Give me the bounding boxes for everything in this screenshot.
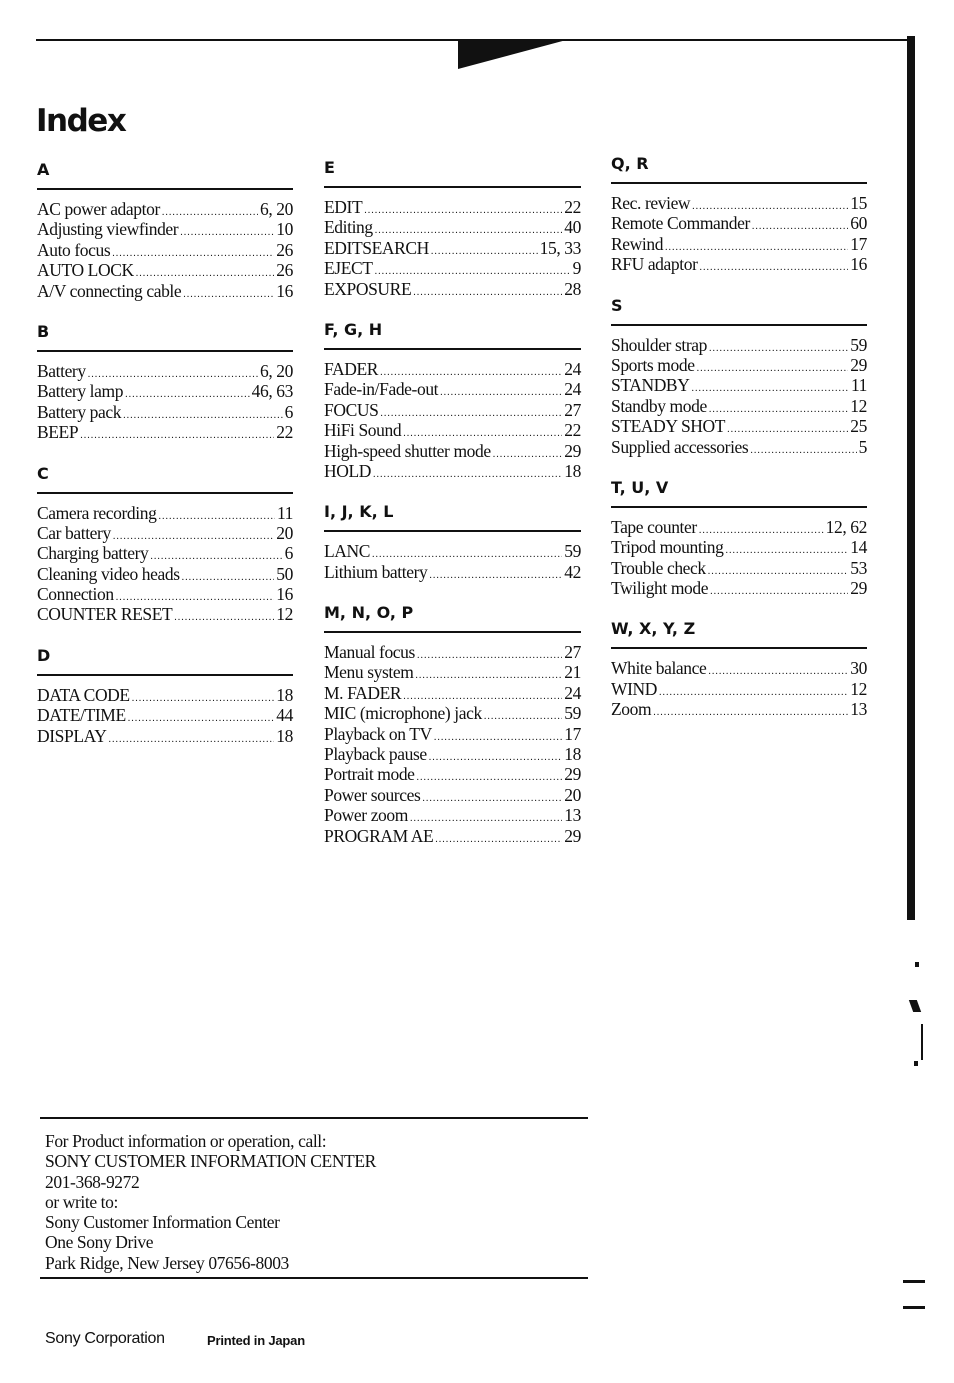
dot-leader [158, 507, 274, 527]
entry-term: White balance [611, 658, 707, 679]
entry-term: Shoulder strap [611, 334, 707, 355]
index-entry [37, 543, 293, 563]
index-section [324, 158, 581, 299]
entry-term: EDIT [324, 197, 363, 217]
section-rule [37, 350, 293, 352]
section-heading: B [37, 321, 50, 341]
entry-page: 53 [850, 557, 867, 578]
section-heading: T, U, V [611, 477, 669, 497]
entry-page: 27 [564, 642, 581, 663]
entry-term: Battery pack [37, 401, 122, 422]
index-entry [324, 238, 581, 258]
dot-leader [132, 689, 275, 709]
entry-page: 12 [850, 678, 867, 699]
edge-tick [909, 1000, 921, 1012]
dot-leader [440, 383, 562, 403]
index-entry [37, 219, 293, 239]
dot-leader [380, 404, 562, 424]
dot-leader [180, 223, 274, 243]
entry-page: 59 [564, 703, 581, 724]
dot-leader [112, 244, 274, 264]
edge-dash [903, 1306, 925, 1309]
entry-term: A/V connecting cable [37, 280, 182, 301]
index-column-1 [37, 160, 293, 767]
entry-page: 28 [564, 278, 581, 299]
dot-leader [364, 201, 562, 221]
page-title: Index [36, 103, 126, 139]
entry-term: Rec. review [611, 193, 691, 213]
index-entry [611, 213, 867, 233]
entry-term: Sports mode [611, 354, 695, 375]
section-rule [37, 188, 293, 190]
dot-leader [123, 406, 283, 426]
index-entry [324, 744, 581, 764]
index-entry [37, 604, 293, 624]
entry-page: 10 [276, 219, 293, 240]
entry-page: 29 [564, 764, 581, 785]
index-entry [37, 381, 293, 401]
dot-leader [700, 258, 849, 278]
index-entry [324, 724, 581, 744]
company-name: Sony Corporation [45, 1330, 165, 1347]
index-entry [37, 422, 293, 442]
section-heading: C [37, 463, 49, 483]
entry-term: Menu system [324, 662, 414, 683]
index-entry [611, 193, 867, 213]
dot-leader [431, 242, 538, 262]
index-entry [37, 685, 293, 705]
index-entry [611, 355, 867, 375]
index-entry [37, 503, 293, 523]
entry-page: 40 [564, 217, 581, 238]
entry-page: 15 [850, 193, 867, 213]
index-section [37, 322, 293, 443]
entry-page: 27 [564, 399, 581, 420]
index-entry [324, 217, 581, 237]
dot-leader [429, 748, 563, 768]
entry-term: EDITSEARCH [324, 237, 429, 258]
entry-page: 13 [850, 699, 867, 720]
entry-term: Portrait mode [324, 764, 415, 785]
index-entry [324, 562, 581, 582]
index-entry [37, 402, 293, 422]
dot-leader [125, 385, 250, 405]
entry-page: 14 [850, 537, 867, 558]
section-rule [324, 530, 581, 532]
entry-term: Tape counter [611, 516, 697, 537]
entry-page: 12 [850, 395, 867, 416]
index-entry [324, 441, 581, 461]
entry-page: 22 [564, 197, 581, 217]
index-entry [37, 523, 293, 543]
entry-page: 9 [572, 258, 581, 279]
index-entry [324, 764, 581, 784]
dot-leader [691, 379, 848, 399]
entry-term: EXPOSURE [324, 278, 412, 299]
contact-line: For Product information or operation, call: [45, 1131, 327, 1151]
dot-leader [493, 445, 563, 465]
entry-term: Auto focus [37, 239, 111, 260]
dot-leader [484, 707, 562, 727]
entry-term: FOCUS [324, 399, 379, 420]
entry-term: Manual focus [324, 642, 415, 663]
entry-term: FADER [324, 358, 379, 379]
section-heading: A [37, 160, 50, 179]
index-entry [324, 703, 581, 723]
section-heading: M, N, O, P [324, 603, 414, 623]
dot-leader [422, 789, 562, 809]
index-entry [324, 785, 581, 805]
entry-page: 26 [276, 239, 293, 260]
index-entry [611, 679, 867, 699]
entry-term: Connection [37, 584, 114, 605]
entry-page: 42 [564, 561, 581, 582]
entry-page: 5 [858, 436, 867, 457]
dot-leader [417, 768, 563, 788]
section-heading: F, G, H [324, 319, 383, 339]
index-entry [37, 281, 293, 301]
index-entry [611, 375, 867, 395]
dot-leader [752, 217, 848, 237]
entry-term: DISPLAY [37, 725, 107, 746]
entry-page: 18 [276, 725, 293, 746]
entry-term: DATA CODE [37, 684, 130, 705]
index-entry [611, 699, 867, 719]
index-entry [611, 517, 867, 537]
index-entry [611, 658, 867, 678]
dot-leader [183, 285, 274, 305]
printed-note: Printed in Japan [207, 1333, 305, 1348]
entry-term: High-speed shutter mode [324, 440, 491, 461]
entry-term: Cleaning video heads [37, 563, 180, 584]
entry-term: RFU adaptor [611, 254, 698, 275]
entry-page: 21 [564, 662, 581, 683]
index-entry [324, 805, 581, 825]
section-rule [324, 348, 581, 350]
index-section [611, 154, 867, 275]
contact-line: 201-368-9272 [45, 1171, 140, 1192]
entry-term: Fade-in/Fade-out [324, 379, 439, 400]
entry-term: AUTO LOCK [37, 260, 134, 281]
entry-page: 18 [564, 744, 581, 765]
index-section [611, 478, 867, 599]
entry-term: Remote Commander [611, 213, 750, 234]
section-heading: W, X, Y, Z [611, 619, 696, 639]
entry-page: 26 [276, 260, 293, 281]
index-entry [611, 578, 867, 598]
index-section [611, 619, 867, 719]
dot-leader [128, 709, 275, 729]
index-section [324, 603, 581, 846]
entry-page: 29 [850, 354, 867, 375]
edge-dot [914, 1061, 918, 1066]
entry-term: Car battery [37, 522, 111, 543]
dot-leader [80, 426, 274, 446]
entry-term: LANC [324, 541, 371, 562]
index-entry [324, 420, 581, 440]
dot-leader [708, 562, 849, 582]
entry-term: HiFi Sound [324, 420, 402, 441]
entry-page: 11 [276, 502, 293, 523]
entry-page: 17 [850, 233, 867, 254]
edge-dash [903, 1280, 925, 1283]
index-column-3 [611, 154, 867, 741]
dot-leader [435, 830, 562, 850]
index-entry [611, 437, 867, 457]
index-entry [37, 705, 293, 725]
contact-line: SONY CUSTOMER INFORMATION CENTER [45, 1151, 376, 1172]
index-entry [324, 379, 581, 399]
section-rule [611, 506, 867, 508]
entry-page: 59 [850, 334, 867, 355]
entry-page: 29 [850, 578, 867, 599]
dot-leader [708, 662, 848, 682]
entry-page: 17 [564, 723, 581, 744]
dot-leader [109, 730, 275, 750]
index-section [324, 502, 581, 582]
dot-leader [750, 441, 856, 461]
entry-page: 13 [564, 805, 581, 826]
contact-line: or write to: [45, 1191, 118, 1212]
entry-page: 29 [564, 825, 581, 846]
section-rule [611, 324, 867, 326]
entry-term: PROGRAM AE [324, 825, 434, 846]
section-rule [324, 631, 581, 633]
dot-leader [697, 359, 849, 379]
contact-info [45, 1131, 585, 1273]
section-rule [37, 492, 293, 494]
edge-dot [915, 962, 919, 967]
dot-leader [373, 465, 562, 485]
entry-page: 29 [564, 440, 581, 461]
index-entry [611, 537, 867, 557]
entry-term: Zoom [611, 699, 652, 720]
entry-page: 59 [564, 541, 581, 562]
index-entry [611, 234, 867, 254]
index-entry [324, 662, 581, 682]
index-entry [37, 584, 293, 604]
section-heading: Q, R [611, 154, 649, 173]
index-section [37, 464, 293, 625]
entry-term: EJECT [324, 258, 373, 279]
entry-term: Charging battery [37, 543, 149, 564]
contact-line: Sony Customer Information Center [45, 1212, 280, 1233]
index-entry [611, 335, 867, 355]
entry-term: Rewind [611, 233, 664, 254]
entry-term: Camera recording [37, 502, 157, 523]
contact-top-rule [40, 1117, 588, 1119]
entry-term: Trouble check [611, 557, 706, 578]
index-entry [37, 260, 293, 280]
index-entry [324, 642, 581, 662]
page-edge-bar [907, 36, 915, 920]
entry-term: STANDBY [611, 375, 690, 396]
entry-page: 22 [276, 422, 293, 443]
index-entry [324, 197, 581, 217]
entry-term: COUNTER RESET [37, 604, 173, 625]
entry-term: M. FADER [324, 682, 402, 703]
entry-term: WIND [611, 678, 658, 699]
dot-leader [709, 400, 848, 420]
entry-term: Tripod mounting [611, 537, 724, 558]
entry-page: 12 [276, 604, 293, 625]
entry-term: Standby mode [611, 395, 707, 416]
index-entry [324, 258, 581, 278]
index-entry [324, 461, 581, 481]
index-entry [37, 199, 293, 219]
section-rule [611, 647, 867, 649]
entry-page: 6, 20 [259, 199, 293, 219]
index-entry [611, 254, 867, 274]
entry-page: 18 [564, 460, 581, 481]
dot-leader [417, 646, 562, 666]
entry-page: 46, 63 [251, 381, 293, 402]
entry-page: 50 [276, 563, 293, 584]
index-section [37, 646, 293, 746]
section-heading: E [324, 158, 335, 177]
index-entry [37, 361, 293, 381]
entry-term: Power sources [324, 784, 421, 805]
entry-page: 6 [284, 543, 293, 564]
entry-page: 20 [276, 522, 293, 543]
entry-term: Supplied accessories [611, 436, 749, 457]
entry-term: MIC (microphone) jack [324, 703, 482, 724]
index-entry [324, 683, 581, 703]
entry-page: 6 [284, 401, 293, 422]
entry-term: Battery [37, 360, 86, 381]
entry-page: 6, 20 [259, 360, 293, 381]
entry-term: Playback pause [324, 744, 427, 765]
entry-page: 12, 62 [825, 516, 867, 537]
index-entry [37, 564, 293, 584]
index-entry [324, 359, 581, 379]
index-entry [324, 826, 581, 846]
entry-term: Editing [324, 217, 373, 238]
entry-term: Power zoom [324, 805, 408, 826]
entry-page: 16 [850, 254, 867, 275]
entry-page: 20 [564, 784, 581, 805]
dot-leader [174, 608, 274, 628]
entry-term: Battery lamp [37, 381, 124, 402]
dot-leader [413, 283, 562, 303]
index-entry [324, 279, 581, 299]
dot-leader [725, 541, 848, 561]
section-heading: D [37, 645, 51, 665]
contact-bottom-rule [40, 1277, 588, 1279]
index-entry [37, 726, 293, 746]
index-section [611, 296, 867, 457]
index-entry [37, 240, 293, 260]
entry-page: 44 [276, 705, 293, 726]
contact-line: Park Ridge, New Jersey 07656-8003 [45, 1252, 289, 1273]
entry-page: 24 [564, 682, 581, 703]
entry-page: 16 [276, 584, 293, 605]
index-entry [611, 396, 867, 416]
entry-term: STEADY SHOT [611, 416, 726, 437]
section-rule [324, 186, 581, 188]
index-entry [611, 416, 867, 436]
index-entry [324, 400, 581, 420]
dot-leader [434, 728, 562, 748]
entry-term: Adjusting viewfinder [37, 219, 179, 240]
dot-leader [415, 666, 562, 686]
entry-page: 18 [276, 684, 293, 705]
entry-page: 11 [850, 375, 867, 396]
contact-line: One Sony Drive [45, 1232, 154, 1253]
section-heading: S [611, 295, 623, 315]
entry-term: Twilight mode [611, 578, 709, 599]
entry-page: 30 [850, 658, 867, 679]
index-entry [324, 541, 581, 561]
entry-page: 60 [850, 213, 867, 234]
dot-leader [653, 703, 848, 723]
dot-leader [659, 683, 848, 703]
dot-leader [429, 566, 562, 586]
entry-page: 22 [564, 420, 581, 441]
section-heading: I, J, K, L [324, 502, 394, 522]
entry-term: AC power adaptor [37, 199, 160, 219]
entry-page: 15, 33 [539, 237, 581, 258]
index-column-2 [324, 158, 581, 867]
dot-leader [709, 339, 848, 359]
dot-leader [182, 568, 275, 588]
entry-term: Lithium battery [324, 561, 428, 582]
entry-page: 25 [850, 416, 867, 437]
entry-term: HOLD [324, 460, 372, 481]
index-section [324, 320, 581, 481]
entry-term: DATE/TIME [37, 705, 126, 726]
tab-mark [458, 39, 570, 69]
section-rule [37, 674, 293, 676]
entry-page: 24 [564, 358, 581, 379]
index-entry [611, 558, 867, 578]
dot-leader [710, 582, 848, 602]
entry-page: 24 [564, 379, 581, 400]
entry-term: BEEP [37, 422, 79, 443]
section-rule [611, 182, 867, 184]
edge-line [921, 1024, 923, 1060]
index-section [37, 160, 293, 301]
entry-term: Playback on TV [324, 723, 432, 744]
entry-page: 16 [276, 280, 293, 301]
